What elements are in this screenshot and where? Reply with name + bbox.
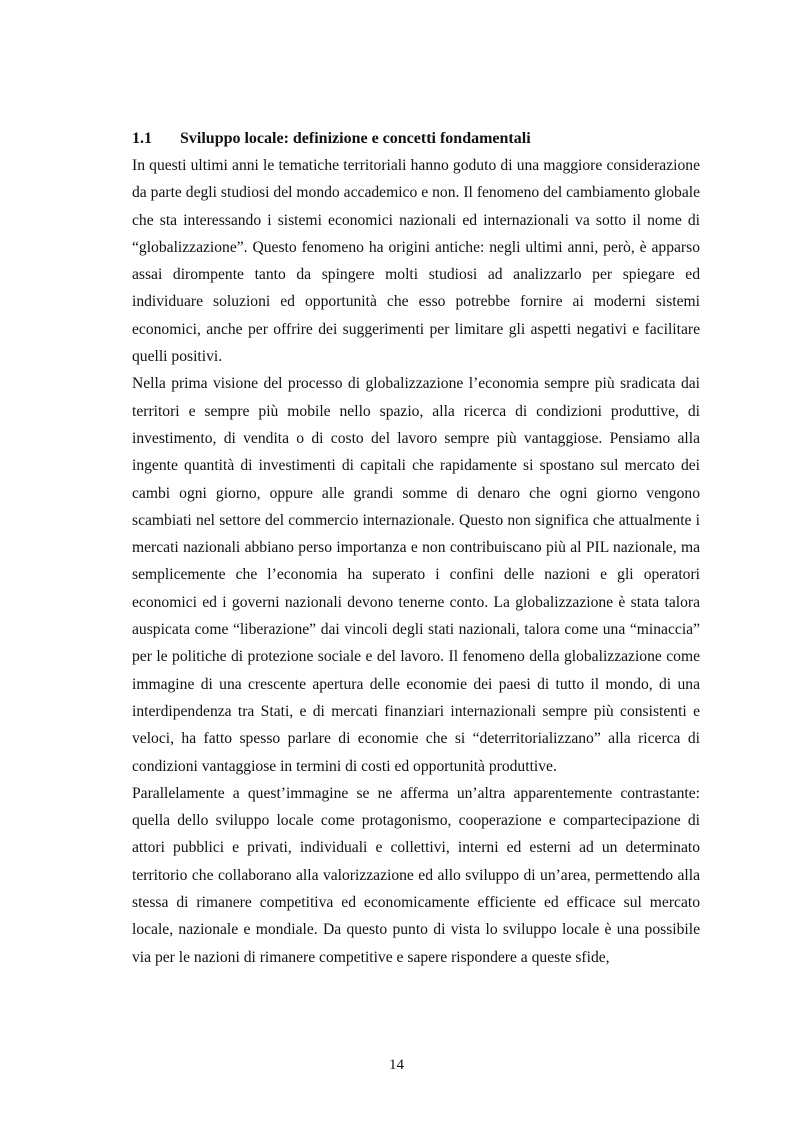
section-title: Sviluppo locale: definizione e concetti fondamentali [180, 130, 531, 147]
paragraph-sviluppo-locale: Parallelamente a quest’immagine se ne afferma un’altra apparentemente contrastante: quella dello sviluppo locale come protagonismo, cooperazione e compartecipazione di attori pubblici e privati, individuali e collettivi, interni ed esterni ad un determinato territorio che collaborano alla valorizzazione ed allo sviluppo di un’area, permettendo alla stessa di rimanere competitiva ed economicamente efficiente ed efficace sul mercato locale, nazionale e mondiale. Da questo punto di vista lo sviluppo locale è una possibile via per le nazioni di rimanere competitive e sapere rispondere a queste sfide, [132, 784, 700, 966]
section-number: 1.1 [132, 130, 152, 147]
paragraph-globalizzazione-intro: In questi ultimi anni le tematiche territoriali hanno goduto di una maggiore considerazione da parte degli studiosi del mondo accademico e non. Il fenomeno del cambiamento globale che sta interessando i sistemi economici nazionali ed internazionali va sotto il nome di “globalizzazione”. Questo fenomeno ha origini antiche: negli ultimi anni, però, è apparso assai dirompente tanto da spingere molti studiosi ad analizzarlo per spiegare ed individuare soluzioni ed opportunità che esso potrebbe fornire ai moderni sistemi economici, anche per offrire dei suggerimenti per limitare gli aspetti negativi e facilitare quelli positivi. [132, 157, 700, 366]
body-text [132, 152, 700, 971]
paragraph-visione-globalizzazione: Nella prima visione del processo di globalizzazione l’economia sempre più sradicata dai territori e sempre più mobile nello spazio, alla ricerca di condizioni produttive, di investimento, di vendita o di costo del lavoro sempre più vantaggiose. Pensiamo alla ingente quantità di investimenti di capitali che rapidamente si spostano sul mercato dei cambi ogni giorno, oppure alle grandi somme di denaro che ogni giorno vengono scambiati nel settore del commercio internazionale. Questo non significa che attualmente i mercati nazionali abbiano perso importanza e non contribuiscano più al PIL nazionale, ma semplicemente che l’economia ha superato i confini delle nazioni e gli operatori economici ed i governi nazionali devono tenerne conto. La globalizzazione è stata talora auspicata come “liberazione” dai vincoli degli stati nazionali, talora come una “minaccia” per le politiche di protezione sociale e del lavoro. Il fenomeno della globalizzazione come immagine di una crescente apertura delle economie dei paesi di tutto il mondo, di una interdipendenza tra Stati, e di mercati finanziari internazionali sempre più consistenti e veloci, ha fatto spesso parlare di economie che si “deterritorializzano” alla ricerca di condizioni vantaggiose in termini di costi ed opportunità produttive. [132, 375, 700, 775]
section-heading [132, 128, 692, 150]
page-number: 14 [389, 1057, 404, 1073]
